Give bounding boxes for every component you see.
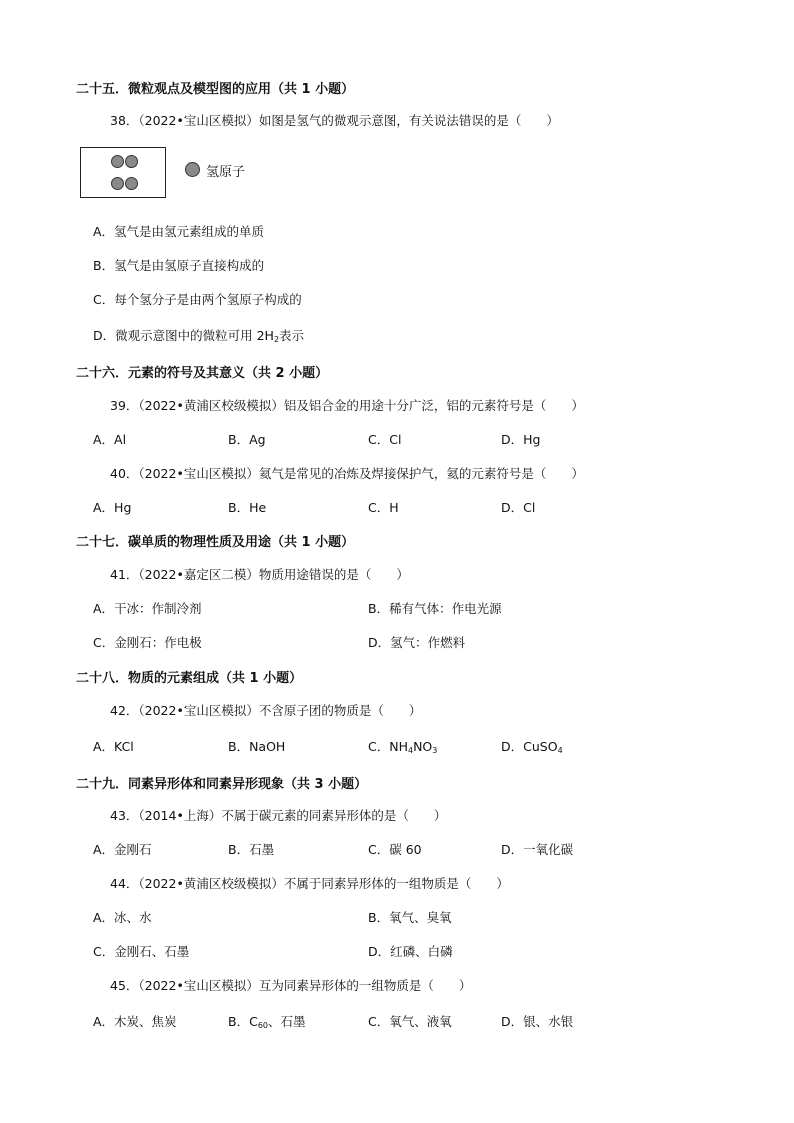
- question-42-stem: 42．（2022•宝山区模拟）不含原子团的物质是（ ）: [110, 703, 422, 718]
- hydrogen-atom-icon: [111, 177, 124, 190]
- q43-option-d: D．一氧化碳: [501, 842, 574, 857]
- section-heading-27: 二十七．碳单质的物理性质及用途（共 1 小题）: [76, 535, 355, 550]
- q45-option-a: A．木炭、焦炭: [93, 1014, 177, 1029]
- q40-option-a: A．Hg: [93, 500, 132, 515]
- q41-option-b: B．稀有气体：作电光源: [368, 601, 502, 616]
- question-41-stem: 41．（2022•嘉定区二模）物质用途错误的是（ ）: [110, 567, 409, 582]
- q41-option-d: D．氢气：作燃料: [368, 635, 466, 650]
- q40-option-d: D．Cl: [501, 500, 536, 515]
- q43-option-a: A．金刚石: [93, 842, 152, 857]
- q42-option-b: B．NaOH: [228, 739, 286, 754]
- q41-option-a: A．干冰：作制冷剂: [93, 601, 202, 616]
- section-heading-28: 二十八．物质的元素组成（共 1 小题）: [76, 671, 303, 686]
- hydrogen-atom-icon: [125, 177, 138, 190]
- section-heading-29: 二十九．同素异形体和同素异形现象（共 3 小题）: [76, 777, 368, 792]
- q44-option-c: C．金刚石、石墨: [93, 944, 190, 959]
- q38-option-d: D．微观示意图中的微粒可用 $2H_2$表示: [93, 328, 305, 344]
- hydrogen-atom-icon: [125, 155, 138, 168]
- q44-option-d: D．红磷、白磷: [368, 944, 453, 959]
- q39-option-d: D．Hg: [501, 432, 541, 447]
- q38-option-c: C．每个氢分子是由两个氢原子构成的: [93, 292, 302, 307]
- q39-option-c: C．Cl: [368, 432, 402, 447]
- q38-option-b: B．氢气是由氢原子直接构成的: [93, 258, 265, 273]
- q42-option-d: D．CuSO$_4$: [501, 739, 563, 755]
- q44-option-b: B．氧气、臭氧: [368, 910, 452, 925]
- hydrogen-atom-icon: [111, 155, 124, 168]
- q45-option-c: C．氧气、液氧: [368, 1014, 452, 1029]
- question-45-stem: 45．（2022•宝山区模拟）互为同素异形体的一组物质是（ ）: [110, 978, 472, 993]
- q43-option-b: B．石墨: [228, 842, 275, 857]
- question-38-stem: 38．（2022•宝山区模拟）如图是氢气的微观示意图，有关说法错误的是（ ）: [110, 113, 559, 128]
- q44-option-a: A．冰、水: [93, 910, 152, 925]
- question-40-stem: 40．（2022•宝山区模拟）氦气是常见的冶炼及焊接保护气，氦的元素符号是（ ）: [110, 466, 584, 481]
- q39-option-b: B．Ag: [228, 432, 266, 447]
- q42-option-a: A．KCl: [93, 739, 134, 754]
- section-heading-25: 二十五．微粒观点及模型图的应用（共 1 小题）: [76, 82, 355, 97]
- q38-option-a: A．氢气是由氢元素组成的单质: [93, 224, 265, 239]
- hydrogen-model-diagram: [80, 147, 166, 198]
- legend-label: 氢原子: [206, 165, 246, 180]
- q40-option-b: B．He: [228, 500, 267, 515]
- q43-option-c: C．碳 60: [368, 842, 422, 857]
- q41-option-c: C．金刚石：作电极: [93, 635, 202, 650]
- q39-option-a: A．Al: [93, 432, 127, 447]
- q45-option-b: B．$C_{60}$、石墨: [228, 1014, 306, 1030]
- q45-option-d: D．银、水银: [501, 1014, 574, 1029]
- section-heading-26: 二十六．元素的符号及其意义（共 2 小题）: [76, 366, 329, 381]
- legend-atom-icon: [185, 162, 200, 177]
- q42-option-c: C．$NH_4NO_3$: [368, 739, 438, 755]
- q40-option-c: C．H: [368, 500, 399, 515]
- question-43-stem: 43．（2014•上海）不属于碳元素的同素异形体的是（ ）: [110, 808, 447, 823]
- question-44-stem: 44．（2022•黄浦区校级模拟）不属于同素异形体的一组物质是（ ）: [110, 876, 509, 891]
- question-39-stem: 39．（2022•黄浦区校级模拟）铝及铝合金的用途十分广泛，铝的元素符号是（ ）: [110, 398, 584, 413]
